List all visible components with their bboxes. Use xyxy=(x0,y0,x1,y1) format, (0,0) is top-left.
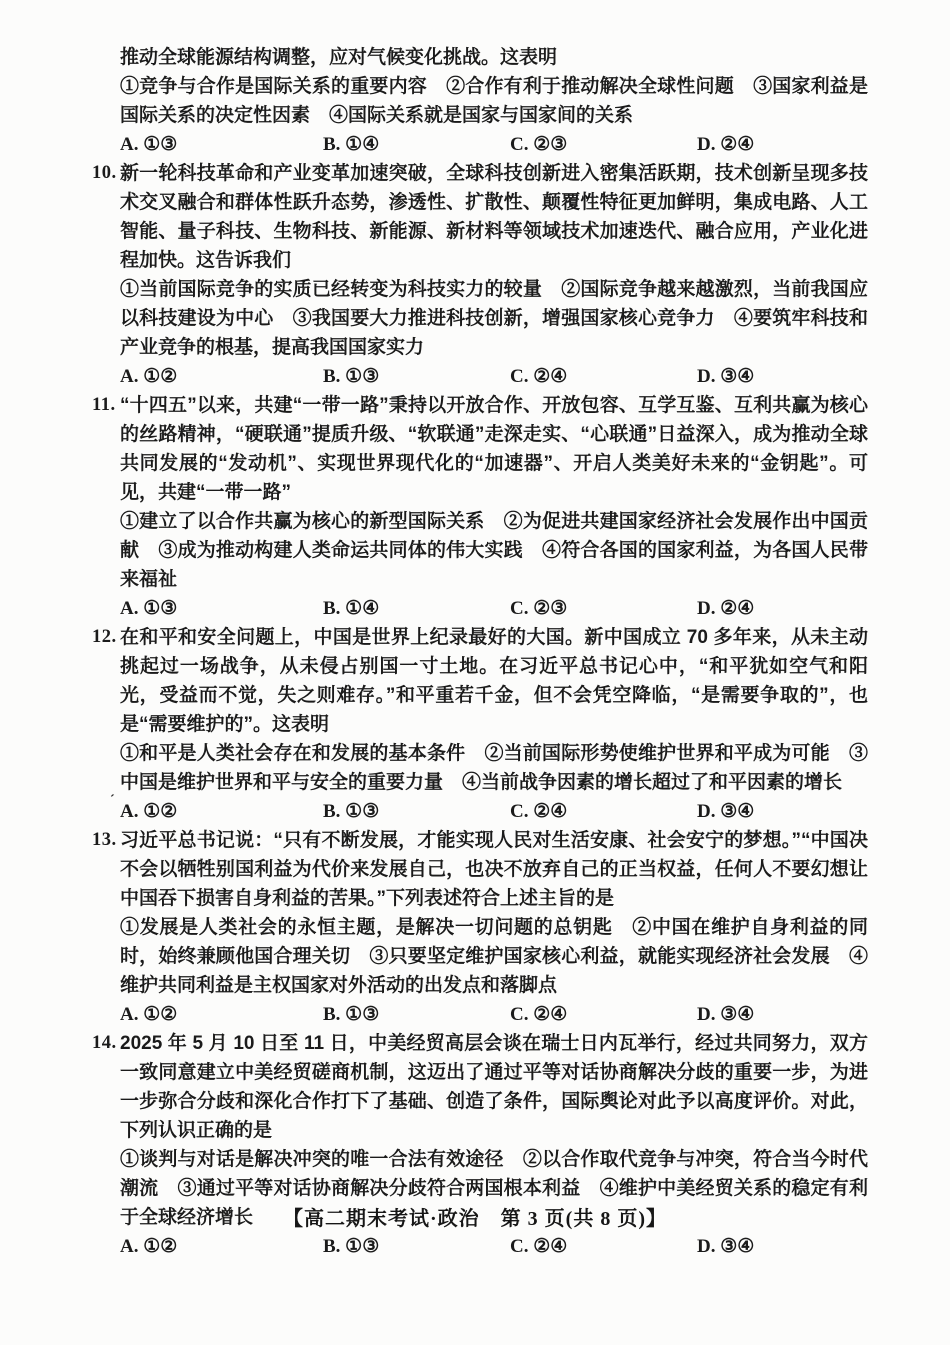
page-footer: 【高二期末考试·政治 第 3 页(共 8 页)】 xyxy=(283,1208,667,1230)
question-options xyxy=(120,797,868,826)
question-options xyxy=(120,1000,868,1029)
option-c: C. ②④ xyxy=(510,1236,568,1257)
question-statements: ①建立了以合作共赢为核心的新型国际关系 ②为促进共建国家经济社会发展作出中国贡献 ③成为推动构建人类命运共同体的伟大实践 ④符合各国的国家利益，为各国人民带来福祉 xyxy=(120,511,868,590)
question-body xyxy=(120,43,868,159)
question-number: 13. xyxy=(92,830,117,850)
question-11 xyxy=(0,391,950,623)
option-d: D. ③④ xyxy=(697,1236,755,1257)
option-a: A. ①② xyxy=(120,1236,178,1257)
option-b: B. ①④ xyxy=(323,598,380,619)
option-c: C. ②③ xyxy=(510,134,568,155)
option-a: A. ①② xyxy=(120,801,178,822)
option-d: D. ③④ xyxy=(697,1004,755,1025)
question-stem: 2025 年 5 月 10 日至 11 日，中美经贸高层会谈在瑞士日内瓦举行，经过共同努力，双方一致同意建立中美经贸磋商机制，这迈出了通过平等对话协商解决分歧的重要一步，为进一步弥合分歧和深化合作打下了基础、创造了条件，国际舆论对此予以高度评价。对此，下列认识正确的是 xyxy=(120,1033,868,1141)
question-stem: 在和平和安全问题上，中国是世界上纪录最好的大国。新中国成立 70 多年来，从未主动挑起过一场战争，从未侵占别国一寸土地。在习近平总书记心中，“和平犹如空气和阳光，受益而不觉，失之则难存。”和平重若千金，但不会凭空降临，“是需要争取的”，也是“需要维护的”。这表明 xyxy=(120,627,868,735)
question-stem: 习近平总书记说：“只有不断发展，才能实现人民对生活安康、社会安宁的梦想。”“中国决不会以牺牲别国利益为代价来发展自己，也决不放弃自己的正当权益，任何人不要幻想让中国吞下损害自身利益的苦果。”下列表述符合上述主旨的是 xyxy=(120,830,868,909)
question-body xyxy=(120,623,868,826)
question-statements: ①谈判与对话是解决冲突的唯一合法有效途径 ②以合作取代竞争与冲突，符合当今时代潮流 ③通过平等对话协商解决分歧符合两国根本利益 ④维护中美经贸关系的稳定有利于全球经济增长 xyxy=(120,1149,868,1228)
option-d: D. ③④ xyxy=(697,801,755,822)
question-statements: ①发展是人类社会的永恒主题，是解决一切问题的总钥匙 ②中国在维护自身利益的同时，始终兼顾他国合理关切 ③只要坚定维护国家核心利益，就能实现经济社会发展 ④维护共同利益是主权国家对外活动的出发点和落脚点 xyxy=(120,917,868,996)
question-statements: ①和平是人类社会存在和发展的基本条件 ②当前国际形势使维护世界和平成为可能 ③中国是维护世界和平与安全的重要力量 ④当前战争因素的增长超过了和平因素的增长 xyxy=(120,743,868,793)
option-d: D. ③④ xyxy=(697,366,755,387)
question-options xyxy=(120,362,868,391)
question-number: 10. xyxy=(92,163,117,183)
option-c: C. ②④ xyxy=(510,801,568,822)
option-b: B. ①③ xyxy=(323,1236,380,1257)
question-options xyxy=(120,130,868,159)
exam-content xyxy=(0,43,950,1261)
option-d: D. ②④ xyxy=(697,598,755,619)
question-body xyxy=(120,826,868,1029)
question-number: 14. xyxy=(92,1033,117,1053)
question-body xyxy=(120,159,868,391)
question-statements: ①竞争与合作是国际关系的重要内容 ②合作有利于推动解决全球性问题 ③国家利益是国际关系的决定性因素 ④国际关系就是国家与国家间的关系 xyxy=(120,76,868,126)
option-c: C. ②④ xyxy=(510,366,568,387)
option-c: C. ②④ xyxy=(510,1004,568,1025)
scan-artifact-mark: ˊ xyxy=(110,792,115,809)
question-9-continuation xyxy=(0,43,950,159)
option-a: A. ①③ xyxy=(120,598,178,619)
option-c: C. ②③ xyxy=(510,598,568,619)
question-stem: 推动全球能源结构调整，应对气候变化挑战。这表明 xyxy=(120,47,558,68)
question-number: 12. xyxy=(92,627,117,647)
question-12 xyxy=(0,623,950,826)
option-b: B. ①③ xyxy=(323,366,380,387)
question-statements: ①当前国际竞争的实质已经转变为科技实力的较量 ②国际竞争越来越激烈，当前我国应以科技建设为中心 ③我国要大力推进科技创新，增强国家核心竞争力 ④要筑牢科技和产业竞争的根基，提高我国国家实力 xyxy=(120,279,868,358)
question-stem: “十四五”以来，共建“一带一路”秉持以开放合作、开放包容、互学互鉴、互利共赢为核心的丝路精神，“硬联通”提质升级、“软联通”走深走实、“心联通”日益深入，成为推动全球共同发展的“发动机”、实现世界现代化的“加速器”、开启人类美好未来的“金钥匙”。可见，共建“一带一路” xyxy=(120,395,868,503)
question-body xyxy=(120,391,868,623)
option-a: A. ①② xyxy=(120,1004,178,1025)
question-options xyxy=(120,1232,868,1261)
option-d: D. ②④ xyxy=(697,134,755,155)
option-b: B. ①④ xyxy=(323,134,380,155)
question-options xyxy=(120,594,868,623)
question-10 xyxy=(0,159,950,391)
question-stem: 新一轮科技革命和产业变革加速突破，全球科技创新进入密集活跃期，技术创新呈现多技术交叉融合和群体性跃升态势，渗透性、扩散性、颠覆性特征更加鲜明，集成电路、人工智能、量子科技、生物科技、新能源、新材料等领域技术加速迭代、融合应用，产业化进程加快。这告诉我们 xyxy=(120,163,868,271)
option-b: B. ①③ xyxy=(323,1004,380,1025)
option-a: A. ①② xyxy=(120,366,178,387)
option-a: A. ①③ xyxy=(120,134,178,155)
question-13 xyxy=(0,826,950,1029)
option-b: B. ①③ xyxy=(323,801,380,822)
question-number: 11. xyxy=(92,395,116,415)
